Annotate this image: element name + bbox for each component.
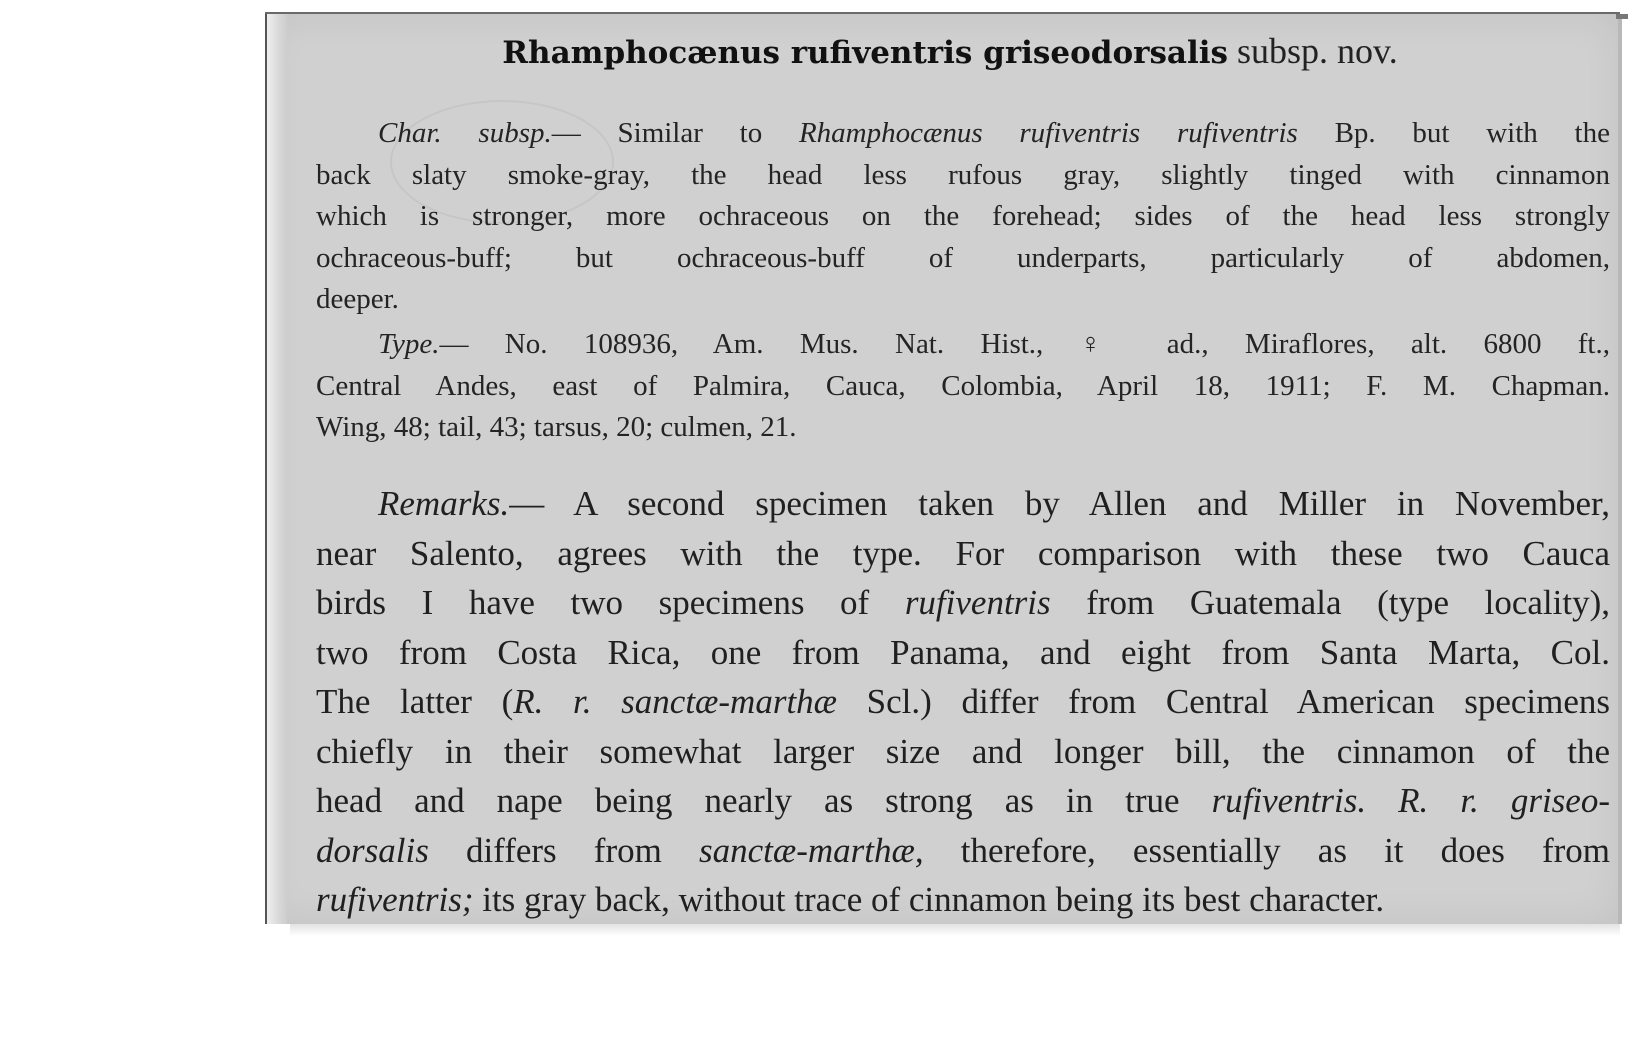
- paper-left-edge: [265, 14, 287, 924]
- remarks-text: birds I have two specimens of: [316, 583, 905, 622]
- remarks-text: head and nape being nearly as strong as in true: [316, 781, 1212, 820]
- remarks-line-6: chiefly in their somewhat larger size and longer bill, the cinnamon of the: [316, 731, 1610, 771]
- remarks-italic: R. r. sanctæ-marthæ: [513, 682, 838, 721]
- remarks-line-4: two from Costa Rica, one from Panama, and eight from Santa Marta, Col.: [316, 632, 1610, 672]
- remarks-text: — A second specimen taken by Allen and Miller in November,: [509, 484, 1610, 523]
- remarks-italic: rufiventris. R. r. griseo-: [1211, 781, 1610, 820]
- species-title: [285, 28, 1615, 76]
- char-subsp-paragraph: [316, 113, 1610, 321]
- species-suffix: subsp. nov.: [1237, 31, 1398, 71]
- type-line-2: Central Andes, east of Palmira, Cauca, Colombia, April 18, 1911; F. M. Chapman.: [316, 369, 1610, 402]
- type-text: — No. 108936, Am. Mus. Nat. Hist., ♀ ad., Miraflores, alt. 6800 ft.,: [439, 328, 1610, 360]
- remarks-line-7: [316, 776, 1610, 826]
- char-line-5: deeper.: [316, 283, 399, 316]
- type-line-3: Wing, 48; tail, 43; tarsus, 20; culmen, 21.: [316, 411, 797, 444]
- char-line-2: back slaty smoke-gray, the head less rufous gray, slightly tinged with cinnamon: [316, 158, 1610, 191]
- remarks-text: its gray back, without trace of cinnamon being its best character.: [473, 880, 1385, 919]
- remarks-line-2: near Salento, agrees with the type. For comparison with these two Cauca: [316, 533, 1610, 573]
- species-name: Rhamphocænus rufiventris griseodorsalis: [502, 35, 1229, 71]
- type-line-1: [316, 324, 1610, 366]
- char-species-name: Rhamphocænus rufiventris rufiventris: [798, 117, 1298, 149]
- remarks-line-1: [316, 479, 1610, 529]
- type-label: Type.: [378, 328, 440, 360]
- char-text: Bp. but with the: [1297, 117, 1610, 149]
- remarks-line-5: [316, 677, 1610, 727]
- remarks-italic: rufiventris;: [316, 880, 474, 919]
- remarks-paragraph: [316, 479, 1610, 925]
- bottom-shadow: [290, 924, 1620, 936]
- remarks-italic: rufiventris: [904, 583, 1051, 622]
- remarks-text: from Guatemala (type locality),: [1050, 583, 1610, 622]
- remarks-label: Remarks.: [378, 484, 510, 523]
- remarks-text: The latter (: [316, 682, 514, 721]
- remarks-line-9: [316, 875, 1610, 925]
- type-paragraph: [316, 324, 1610, 449]
- remarks-text: therefore, essentially as it does from: [923, 830, 1610, 870]
- char-text: — Similar to: [551, 117, 799, 149]
- remarks-italic: dorsalis: [316, 830, 429, 870]
- char-line-4: ochraceous-buff; but ochraceous-buff of underparts, particularly of abdomen,: [316, 241, 1610, 274]
- remarks-text: Scl.) differ from Central American specimens: [837, 682, 1611, 721]
- char-line-3: which is stronger, more ochraceous on the forehead; sides of the head less strongly: [316, 200, 1610, 233]
- char-line-1: [316, 113, 1610, 155]
- remarks-line-8: [316, 826, 1610, 876]
- paper-right-edge: [1618, 14, 1622, 924]
- remarks-italic: sanctæ-marthæ,: [698, 830, 924, 870]
- right-margin: [1628, 0, 1650, 925]
- remarks-line-3: [316, 578, 1610, 628]
- char-label: Char. subsp.: [378, 117, 552, 149]
- remarks-text: differs from: [428, 830, 699, 870]
